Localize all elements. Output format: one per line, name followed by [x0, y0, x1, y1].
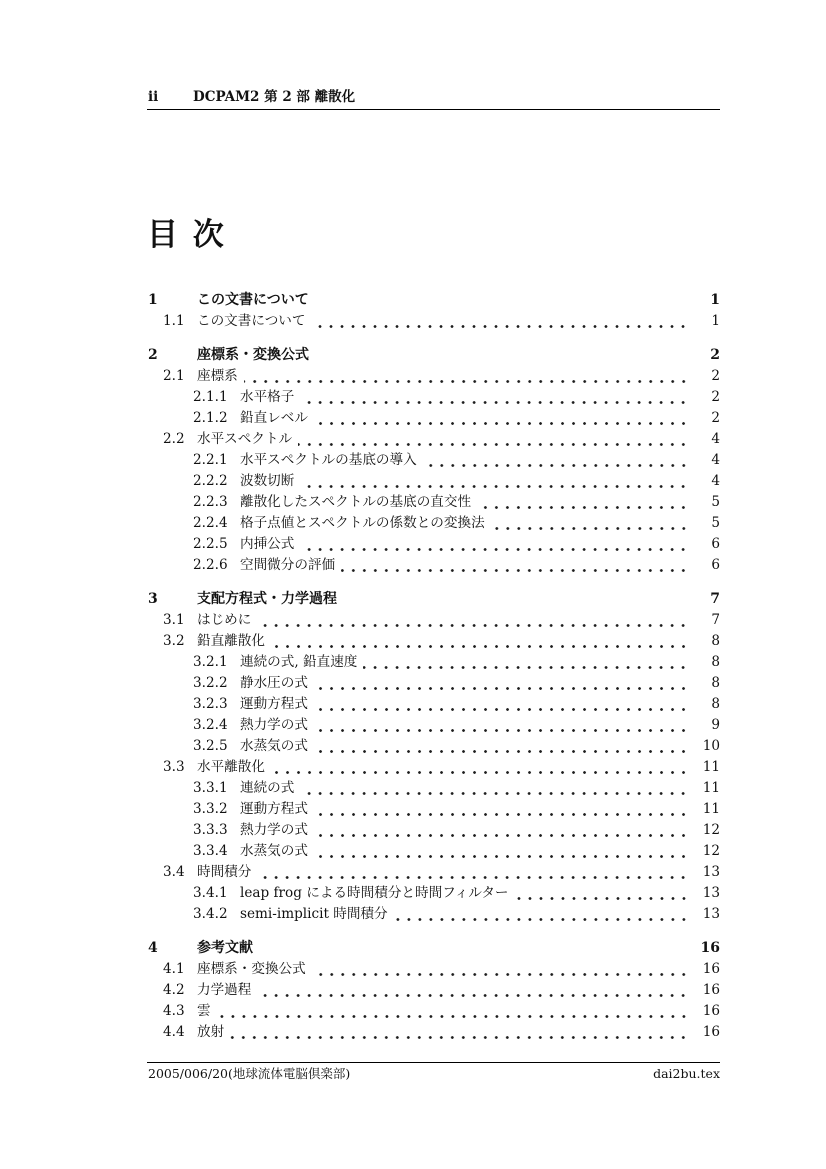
toc-entry-page: 11: [702, 759, 720, 775]
toc-entry-title: 連続の式, 鉛直速度: [240, 654, 358, 670]
toc-entry-page: 16: [702, 982, 720, 998]
toc-entry-number: 1.1: [163, 313, 185, 329]
toc-dot-leader: [314, 799, 692, 820]
toc-entry-title: 熱力学の式: [240, 822, 308, 838]
toc-chapter-title: この文書について: [197, 292, 309, 308]
toc-entry-row: [148, 652, 720, 673]
toc-entry-title: 連続の式: [240, 780, 295, 796]
toc-chapter-number: 4: [148, 940, 158, 956]
toc-entry-page: 2: [711, 389, 720, 405]
header-page-number: ii: [148, 89, 159, 105]
toc-dot-leader: [423, 450, 692, 471]
toc-entry-number: 4.2: [163, 982, 185, 998]
toc-entry-page: 16: [702, 1024, 720, 1040]
toc-entry-number: 3.3.3: [193, 822, 228, 838]
toc-chapter-page: 7: [710, 591, 720, 607]
toc-entry-page: 10: [702, 738, 720, 754]
footer-filename: dai2bu.tex: [653, 1066, 720, 1081]
toc-entry-title: 熱力学の式: [240, 717, 308, 733]
toc-dot-leader: [312, 959, 692, 980]
toc-entry-page: 4: [711, 431, 720, 447]
toc-entry-number: 2.2: [163, 431, 185, 447]
toc-entry-row: [148, 450, 720, 471]
toc-entry-number: 3.3.2: [193, 801, 228, 817]
toc-entry-number: 4.3: [163, 1003, 185, 1019]
toc-dot-leader: [314, 820, 692, 841]
toc-entry-page: 11: [702, 801, 720, 817]
toc-entry-row: [148, 694, 720, 715]
toc-entry-row: [148, 841, 720, 862]
toc-entry-title: 格子点値とスペクトルの係数との変換法: [240, 515, 485, 531]
toc-dot-leader: [515, 883, 692, 904]
toc-dot-leader: [314, 673, 692, 694]
toc-entry-number: 2.1.1: [193, 389, 228, 405]
toc-entry-page: 11: [702, 780, 720, 796]
toc-entry-row: [148, 366, 720, 387]
toc-entry-row: [148, 610, 720, 631]
toc-entry-title: 波数切断: [240, 473, 295, 489]
toc-entry-page: 1: [711, 313, 720, 329]
toc-entry-number: 3.2.1: [193, 654, 228, 670]
toc-entry-title: leap frog による時間積分と時間フィルター: [240, 885, 509, 901]
header-title: DCPAM2 第 2 部 離散化: [193, 89, 356, 105]
toc-entry-page: 9: [711, 717, 720, 733]
toc-entry-number: 3.4.2: [193, 906, 228, 922]
toc-entry-title: はじめに: [197, 612, 252, 628]
toc-entry-row: [148, 429, 720, 450]
toc-entry-page: 4: [711, 473, 720, 489]
toc-entry-row: [148, 513, 720, 534]
toc-entry-number: 2.2.5: [193, 536, 228, 552]
toc-chapter-page: 2: [710, 347, 720, 363]
running-footer: [148, 1066, 720, 1082]
toc-entry-page: 16: [702, 1003, 720, 1019]
toc-chapter-row: [148, 290, 720, 311]
toc-entry-row: [148, 959, 720, 980]
toc-dot-leader: [341, 555, 692, 576]
toc-entry-page: 12: [702, 843, 720, 859]
toc-leader: [343, 589, 692, 610]
toc-entry-title: 力学過程: [197, 982, 252, 998]
toc-entry-row: [148, 757, 720, 778]
toc-entry-page: 5: [711, 494, 720, 510]
toc-entry-title: 雲: [197, 1003, 211, 1019]
toc-entry-row: [148, 778, 720, 799]
toc-dot-leader: [271, 631, 692, 652]
toc-entry-title: 座標系: [197, 368, 238, 384]
toc-entry-row: [148, 408, 720, 429]
toc-chapter-number: 2: [148, 347, 158, 363]
toc-entry-number: 2.2.2: [193, 473, 228, 489]
toc-dot-leader: [257, 862, 692, 883]
toc-entry-page: 2: [711, 410, 720, 426]
toc-entry-title: 鉛直レベル: [240, 410, 308, 426]
footer-date: 2005/006/20(地球流体電脳倶楽部): [148, 1066, 351, 1081]
toc-dot-leader: [217, 1001, 692, 1022]
toc-entry-number: 3.4.1: [193, 885, 228, 901]
toc-entry-row: [148, 555, 720, 576]
toc-entry-title: 水蒸気の式: [240, 843, 308, 859]
toc-entry-title: 運動方程式: [240, 696, 308, 712]
toc-chapter-title: 参考文献: [197, 940, 253, 956]
toc-entry-title: 水平スペクトル: [197, 431, 293, 447]
toc-entry-row: [148, 673, 720, 694]
toc-entry-title: 空間微分の評価: [240, 557, 336, 573]
toc-chapter-page: 1: [710, 292, 720, 308]
toc-entry-row: [148, 904, 720, 925]
toc-entry-number: 3.2.5: [193, 738, 228, 754]
toc-dot-leader: [298, 429, 692, 450]
toc-dot-leader: [300, 471, 692, 492]
toc-entry-page: 6: [711, 536, 720, 552]
toc-entry-page: 8: [711, 654, 720, 670]
toc-chapter-row: [148, 589, 720, 610]
toc-entry-row: [148, 1001, 720, 1022]
toc-entry-row: [148, 883, 720, 904]
toc-entry-page: 4: [711, 452, 720, 468]
toc-entry-number: 3.2: [163, 633, 185, 649]
toc-leader: [259, 938, 692, 959]
toc-entry-number: 3.2.4: [193, 717, 228, 733]
toc-dot-leader: [314, 736, 692, 757]
toc-entry-page: 12: [702, 822, 720, 838]
toc-entry-number: 2.2.1: [193, 452, 228, 468]
toc-dot-leader: [394, 904, 692, 925]
toc-dot-leader: [363, 652, 692, 673]
toc-entry-title: 内挿公式: [240, 536, 295, 552]
toc-title: 目 次: [147, 216, 226, 253]
toc-entry-row: [148, 736, 720, 757]
toc-entry-number: 3.2.2: [193, 675, 228, 691]
toc-dot-leader: [491, 513, 692, 534]
toc-dot-leader: [300, 387, 692, 408]
toc-entry-row: [148, 715, 720, 736]
toc-entry-title: 座標系・変換公式: [197, 961, 306, 977]
toc-entry-page: 5: [711, 515, 720, 531]
toc-dot-leader: [300, 534, 692, 555]
toc-entry-page: 13: [702, 906, 720, 922]
table-of-contents: [148, 290, 720, 1043]
toc-entry-row: [148, 1022, 720, 1043]
toc-entry-page: 13: [702, 885, 720, 901]
toc-chapter-page: 16: [700, 940, 720, 956]
toc-entry-page: 13: [702, 864, 720, 880]
toc-dot-leader: [314, 694, 692, 715]
toc-dot-leader: [244, 366, 692, 387]
toc-entry-row: [148, 799, 720, 820]
toc-entry-page: 8: [711, 675, 720, 691]
toc-leader: [315, 290, 692, 311]
toc-entry-number: 3.3: [163, 759, 185, 775]
toc-dot-leader: [314, 841, 692, 862]
toc-entry-title: 放射: [197, 1024, 225, 1040]
toc-dot-leader: [271, 757, 692, 778]
toc-entry-title: 水蒸気の式: [240, 738, 308, 754]
toc-entry-number: 3.3.1: [193, 780, 228, 796]
toc-chapter-number: 1: [148, 292, 158, 308]
toc-entry-number: 3.1: [163, 612, 185, 628]
toc-entry-title: 運動方程式: [240, 801, 308, 817]
toc-entry-title: 時間積分: [197, 864, 252, 880]
toc-entry-number: 2.2.4: [193, 515, 228, 531]
toc-entry-number: 3.4: [163, 864, 185, 880]
toc-entry-number: 2.2.6: [193, 557, 228, 573]
toc-entry-page: 8: [711, 696, 720, 712]
toc-entry-row: [148, 631, 720, 652]
toc-chapter-title: 支配方程式・力学過程: [197, 591, 337, 607]
toc-dot-leader: [314, 715, 692, 736]
toc-chapter-number: 3: [148, 591, 158, 607]
toc-entry-title: semi-implicit 時間積分: [240, 906, 388, 922]
toc-dot-leader: [257, 610, 692, 631]
toc-entry-title: 鉛直離散化: [197, 633, 265, 649]
toc-entry-row: [148, 980, 720, 1001]
toc-dot-leader: [300, 778, 692, 799]
toc-dot-leader: [311, 311, 692, 332]
toc-entry-number: 2.2.3: [193, 494, 228, 510]
toc-entry-row: [148, 471, 720, 492]
toc-entry-title: 静水圧の式: [240, 675, 308, 691]
toc-chapter-row: [148, 345, 720, 366]
header-rule: [147, 109, 720, 110]
toc-entry-page: 2: [711, 368, 720, 384]
toc-entry-page: 7: [711, 612, 720, 628]
toc-dot-leader: [314, 408, 692, 429]
toc-dot-leader: [257, 980, 692, 1001]
toc-chapter-row: [148, 938, 720, 959]
toc-entry-number: 4.1: [163, 961, 185, 977]
toc-chapter-title: 座標系・変換公式: [197, 347, 309, 363]
toc-entry-row: [148, 492, 720, 513]
toc-entry-title: 離散化したスペクトルの基底の直交性: [240, 494, 472, 510]
toc-entry-row: [148, 311, 720, 332]
toc-entry-row: [148, 387, 720, 408]
toc-entry-number: 4.4: [163, 1024, 185, 1040]
toc-entry-page: 6: [711, 557, 720, 573]
toc-entry-title: この文書について: [197, 313, 306, 329]
toc-entry-title: 水平格子: [240, 389, 295, 405]
toc-leader: [315, 345, 692, 366]
toc-entry-page: 8: [711, 633, 720, 649]
toc-entry-title: 水平スペクトルの基底の導入: [240, 452, 417, 468]
toc-entry-number: 3.2.3: [193, 696, 228, 712]
toc-entry-row: [148, 820, 720, 841]
toc-entry-number: 3.3.4: [193, 843, 228, 859]
toc-entry-row: [148, 534, 720, 555]
running-header: [148, 90, 720, 104]
toc-entry-title: 水平離散化: [197, 759, 265, 775]
footer-rule: [147, 1062, 720, 1063]
toc-dot-leader: [230, 1022, 692, 1043]
toc-entry-page: 16: [702, 961, 720, 977]
toc-entry-row: [148, 862, 720, 883]
toc-entry-number: 2.1.2: [193, 410, 228, 426]
toc-entry-number: 2.1: [163, 368, 185, 384]
toc-dot-leader: [477, 492, 692, 513]
